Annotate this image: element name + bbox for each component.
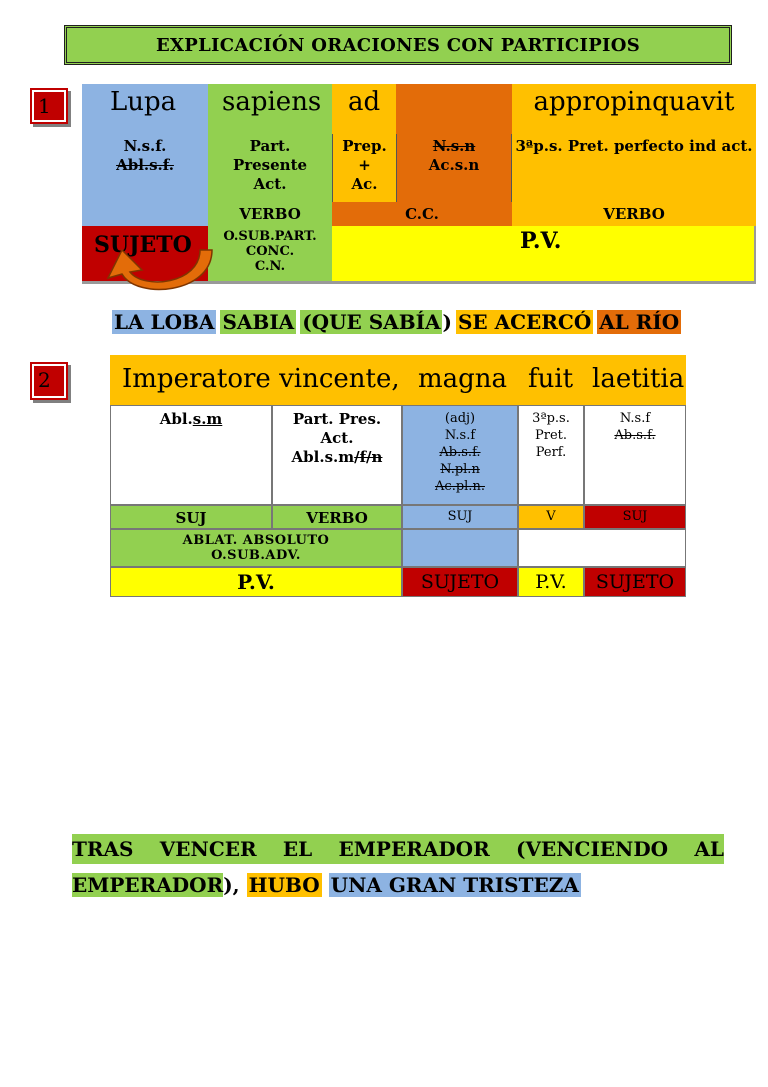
example-1-badge: 1 <box>30 88 68 124</box>
word-lupa: Lupa <box>82 84 208 134</box>
ablativo-empty <box>518 529 686 567</box>
syntax-pv: P.V. <box>520 228 562 254</box>
tr1-la-loba: LA LOBA <box>114 310 215 334</box>
tr1-paren: ) <box>442 310 452 334</box>
syntax-sujeto: SUJETO <box>82 226 208 284</box>
analysis-ad: Prep. + Ac. <box>332 134 396 202</box>
word-magna: magna <box>402 355 518 405</box>
translation-2-line-2 <box>72 870 581 900</box>
analysis-vincente: Part. Pres. Act. Abl.s.m/f/n <box>272 405 402 505</box>
tr1-al-rio: AL RÍO <box>599 310 680 334</box>
func-verbo-2: VERBO <box>512 202 756 226</box>
tr1-sabia: SABIA <box>222 310 295 334</box>
tr2-emperador: EMPERADOR <box>72 873 224 897</box>
word-imperatore-vincente: Imperatore vincente, <box>110 355 402 405</box>
syntax-pv-area <box>332 226 756 284</box>
tr1-que-sabia: (QUE SABÍA <box>302 310 441 334</box>
word-sapiens: sapiens <box>208 84 332 134</box>
syntax-pv-2: P.V. <box>518 567 584 597</box>
analysis-verb: 3ªp.s. Pret. perfecto ind act. <box>512 134 756 202</box>
syntax-sujeto-2: SUJETO <box>584 567 686 597</box>
func-verbo-1: VERBO <box>208 202 332 226</box>
analysis-imperatore: Abl.s.m <box>110 405 272 505</box>
tr2-paren: ), <box>223 873 240 897</box>
ablativo-absoluto: ABLAT. ABSOLUTO O.SUB.ADV. <box>110 529 402 567</box>
syntax-sujeto-1: SUJETO <box>402 567 518 597</box>
func-v: V <box>518 505 584 529</box>
tr2-hubo: HUBO <box>248 873 320 897</box>
func-verbo: VERBO <box>272 505 402 529</box>
func-suj: SUJ <box>110 505 272 529</box>
tr1-se-acerco: SE ACERCÓ <box>457 310 592 334</box>
analysis-lupa: N.s.f. Abl.s.f. <box>82 134 208 202</box>
func-suj-3: SUJ <box>584 505 686 529</box>
analysis-sapiens: Part. Presente Act. <box>208 134 332 202</box>
func-cc: C.C. <box>332 202 512 226</box>
analysis-noun: N.s.n Ac.s.n <box>396 134 512 202</box>
analysis-fuit: 3ªp.s. Pret. Perf. <box>518 405 584 505</box>
curved-arrow-icon <box>92 244 232 302</box>
tr2-gran-tristeza: UNA GRAN TRISTEZA <box>330 873 579 897</box>
syntax-pv-1: P.V. <box>110 567 402 597</box>
page-title: EXPLICACIÓN ORACIONES CON PARTICIPIOS <box>64 25 732 65</box>
translation-2-line-1: TRAS VENCER EL EMPERADOR (VENCIENDO AL <box>72 834 724 864</box>
word-appropinquavit: appropinquavit <box>512 84 756 134</box>
func-suj-2: SUJ <box>402 505 518 529</box>
translation-1 <box>112 308 681 336</box>
example-2-badge: 2 <box>30 362 68 400</box>
analysis-laetitia: N.s.f Ab.s.f. <box>584 405 686 505</box>
analysis-magna: (adj) N.s.f Ab.s.f. N.pl.n Ac.pl.n. <box>402 405 518 505</box>
word-laetitia: laetitia <box>584 355 686 405</box>
func-empty <box>82 202 208 226</box>
syntax-osub: O.SUB.PART. CONC. C.N. <box>208 226 332 284</box>
word-fuit: fuit <box>518 355 584 405</box>
word-noun-empty <box>396 84 512 134</box>
ablativo-empty-blue <box>402 529 518 567</box>
word-ad: ad <box>332 84 396 134</box>
